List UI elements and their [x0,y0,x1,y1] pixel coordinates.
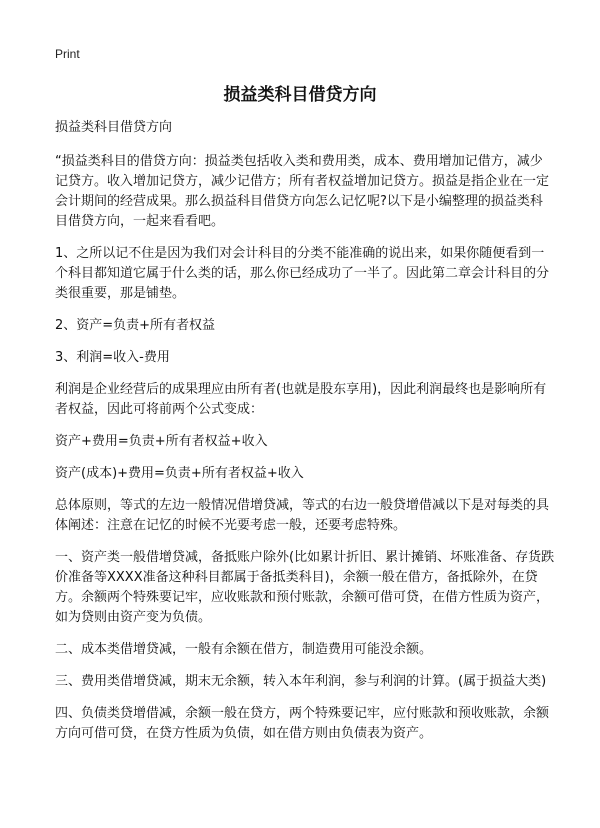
paragraph-profit: 利润是企业经营后的成果理应由所有者(也就是股东享用)，因此利润最终也是影响所有者权益，因此可将前两个公式变成： [55,382,547,417]
print-label: Print [55,47,80,61]
paragraph-3: 3、利润=收入-费用 [55,350,170,365]
paragraph-1: 1、之所以记不住是因为我们对会计科目的分类不能准确的说出来，如果你随便看到一个科目都知道它属于什么类的话，那么你已经成功了一半了。因此第二章会计科目的分类很重要，那是铺垫。 [55,246,550,301]
paragraph-principle: 总体原则，等式的左边一般情况借增贷减，等式的右边一般贷增借减以下是对每类的具体阐述：注意在记忆的时候不光要考虑一般，还要考虑特殊。 [55,498,550,533]
paragraph-liabilities: 四、负债类贷增借减，余额一般在贷方，两个特殊要记牢，应付账款和预收账款，余额方向可借可贷，在贷方性质为负债，如在借方则由负债表为资产。 [55,706,550,741]
paragraph-costs: 二、成本类借增贷减，一般有余额在借方，制造费用可能没余额。 [55,642,433,657]
document-title: 损益类科目借贷方向 [223,85,377,105]
paragraph-intro: “损益类科目的借贷方向：损益类包括收入类和费用类，成本、费用增加记借方，减少记贷方。收入增加记贷方，减少记借方；所有者权益增加记贷方。损益是指企业在一定会计期间的经营成果。那么损益科目借贷方向怎么记忆呢?以下是小编整理的损益类科目借贷方向，一起来看看吧。 [55,154,550,229]
paragraph-formula-2: 资产(成本)+费用=负责+所有者权益+收入 [55,466,304,481]
paragraph-2: 2、资产=负责+所有者权益 [55,318,216,333]
paragraph-expenses: 三、费用类借增贷减，期末无余额，转入本年利润，参与利润的计算。(属于损益大类) [55,674,547,689]
document-body [55,118,555,756]
document-subtitle: 损益类科目借贷方向 [55,120,173,135]
paragraph-formula-1: 资产+费用=负责+所有者权益+收入 [55,434,268,449]
paragraph-assets: 一、资产类一般借增贷减，备抵账户除外(比如累计折旧、累计摊销、坏账准备、存货跌价准备等XXXX准备这种科目都属于备抵类科目)，余额一般在借方，备抵除外，在贷方。余额两个特殊要记牢，应收账款和预付账款，余额可借可贷，在借方性质为资产，如为贷则由资产变为负债。 [55,550,555,625]
